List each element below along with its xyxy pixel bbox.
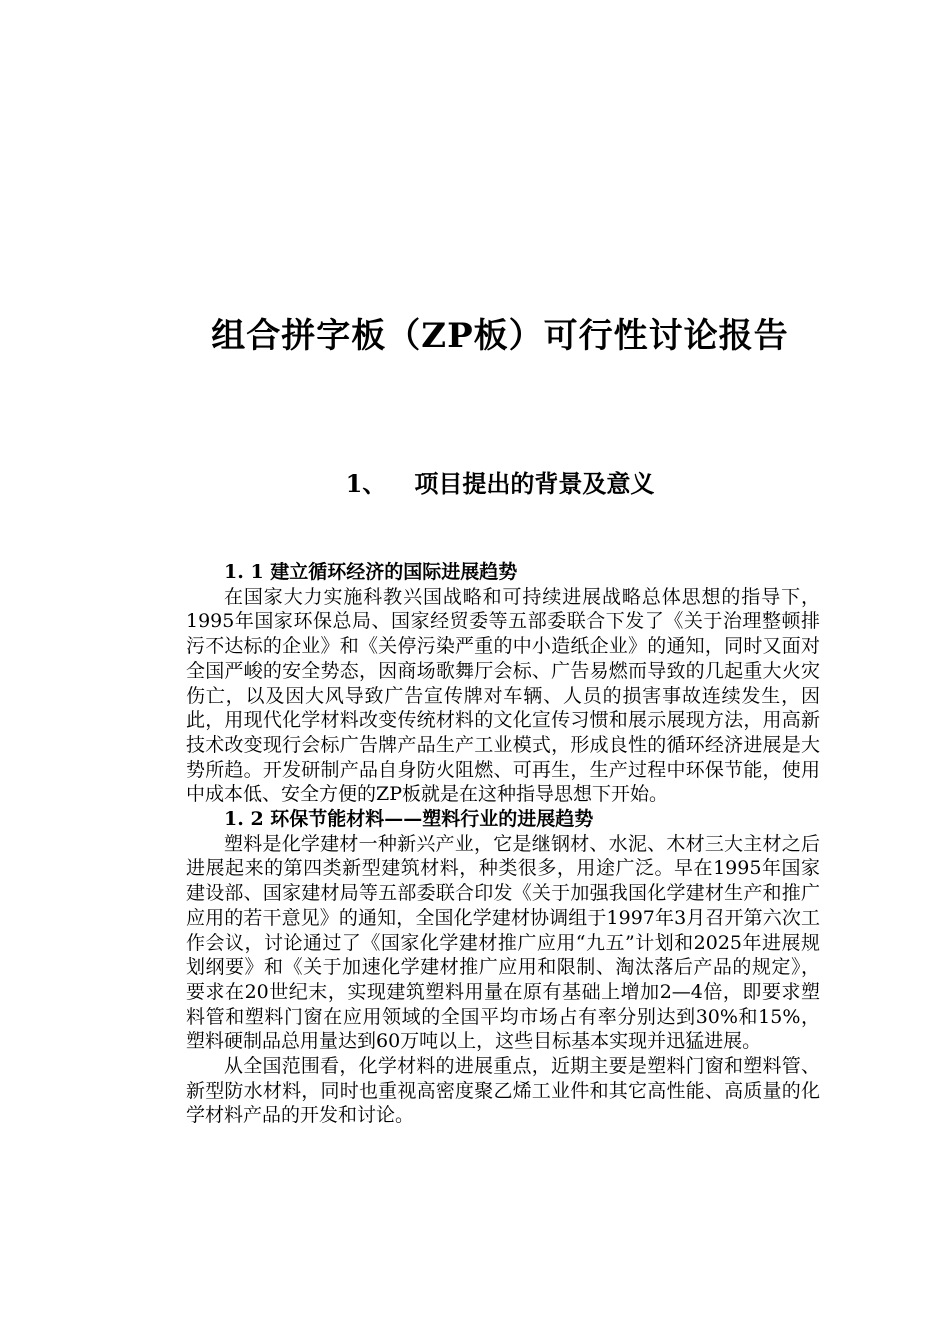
document-title: 组合拼字板（ZP板）可行性讨论报告 [211, 316, 789, 356]
section-number: 1、 [345, 469, 387, 498]
section-title: 项目提出的背景及意义 [414, 469, 655, 498]
paragraph-1-2-b: 从全国范围看，化学材料的进展重点，近期主要是塑料门窗和塑料管、新型防水材料，同时也重视高密度聚乙烯工业件和其它高性能、高质量的化学材料产品的开发和讨论。 [186, 1055, 820, 1127]
section-heading [0, 466, 950, 502]
document-body [186, 560, 820, 1128]
paragraph-1-1: 在国家大力实施科教兴国战略和可持续进展战略总体思想的指导下，1995年国家环保总局、国家经贸委等五部委联合下发了《关于治理整顿排污不达标的企业》和《关停污染严重的中小造纸企业》的通知，同时又面对全国严峻的安全势态，因商场歌舞厅会标、广告易燃而导致的几起重大火灾伤亡，以及因大风导致广告宣传牌对车辆、人员的损害事故连续发生，因此，用现代化学材料改变传统材料的文化宣传习惯和展示展现方法，用高新技术改变现行会标广告牌产品生产工业模式，形成良性的循环经济进展是大势所趋。开发研制产品自身防火阻燃、可再生，生产过程中环保节能，使用中成本低、安全方便的ZP板就是在这种指导思想下开始。 [186, 585, 820, 806]
paragraph-1-2-a: 塑料是化学建材一种新兴产业，它是继钢材、水泥、木材三大主材之后进展起来的第四类新型建筑材料，种类很多，用途广泛。早在1995年国家建设部、国家建材局等五部委联合印发《关于加强我国化学建材生产和推广应用的若干意见》的通知，全国化学建材协调组于1997年3月召开第六次工作会议，讨论通过了《国家化学建材推广应用“九五”计划和2025年进展规划纲要》和《关于加速化学建材推广应用和限制、淘汰落后产品的规定》，要求在20世纪末，实现建筑塑料用量在原有基础上增加2—4倍，即要求塑料管和塑料门窗在应用领域的全国平均市场占有率分别达到30%和15%，塑料硬制品总用量达到60万吨以上，这些目标基本实现并迅猛进展。 [186, 832, 820, 1053]
subsection-heading-1-2: 1. 2 环保节能材料——塑料行业的进展趋势 [224, 808, 594, 831]
subsection-heading-1-1: 1. 1 建立循环经济的国际进展趋势 [224, 561, 518, 583]
